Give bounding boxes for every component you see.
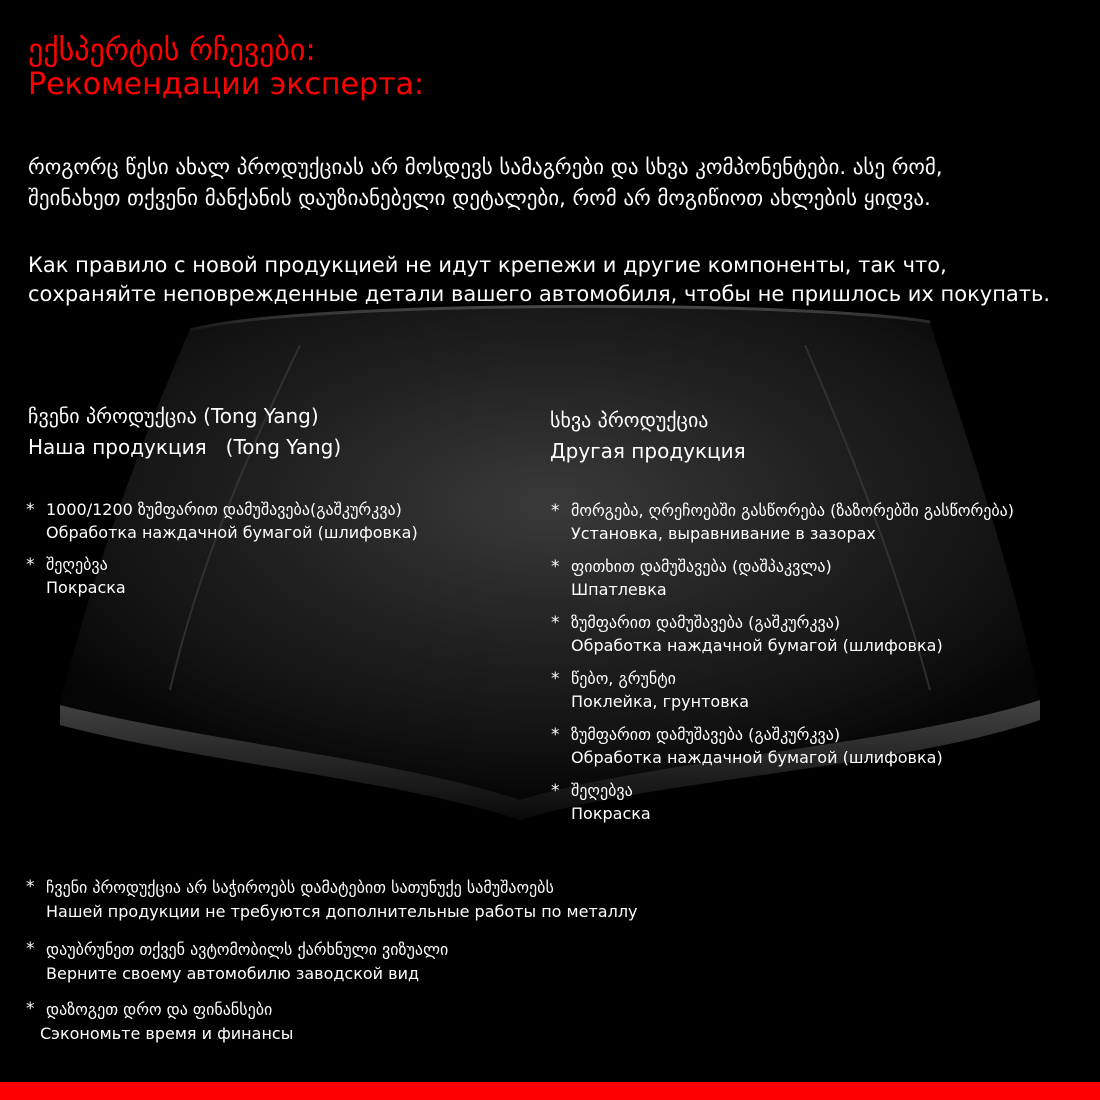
step-ru: Установка, выравнивание в зазорах	[571, 524, 876, 543]
list-item	[26, 876, 638, 938]
bullet-star: *	[26, 500, 35, 520]
benefit-ru: Сэкономьте время и финансы	[40, 1024, 294, 1043]
our-product-heading	[28, 401, 341, 463]
list-item	[551, 667, 1014, 722]
bullet-star: *	[551, 669, 560, 689]
our-product-heading-ru: Наша продукция (Tong Yang)	[28, 435, 342, 459]
step-ru: Обработка наждачной бумагой (шлифовка)	[571, 748, 943, 767]
step-ru: Обработка наждачной бумагой (шлифовка)	[571, 636, 943, 655]
bullet-star: *	[551, 781, 560, 801]
list-item	[551, 779, 1014, 834]
other-product-heading-ru: Другая продукция	[550, 439, 746, 463]
benefit-ge: დაუბრუნეთ თქვენ ავტომობილს ქარხნული ვიზუალი	[46, 940, 449, 959]
list-item	[551, 555, 1014, 610]
other-product-heading	[550, 405, 746, 467]
benefits-list	[26, 876, 638, 1060]
step-ge: ფითხით დამუშავება (დაშპაკვლა)	[571, 557, 832, 576]
step-ge: შეღებვა	[571, 781, 633, 800]
bullet-star: *	[551, 725, 560, 745]
step-ru: Шпатлевка	[571, 580, 667, 599]
our-product-steps	[26, 498, 418, 608]
step-ge: 1000/1200 ზუმფარით დამუშავება(გაშკურკვა)	[46, 500, 402, 519]
step-ge: წებო, გრუნტი	[571, 669, 676, 688]
title-russian: Рекомендации эксперта:	[28, 67, 424, 102]
bullet-star: *	[551, 613, 560, 633]
bullet-star: *	[26, 939, 35, 959]
bullet-star: *	[26, 999, 35, 1019]
other-product-heading-ge: სხვა პროდუქცია	[550, 408, 709, 432]
list-item	[26, 553, 418, 608]
step-ge: მორგება, ღრეჩოებში გასწორება (ზაზორებში გასწორება)	[571, 501, 1014, 520]
step-ru: Поклейка, грунтовка	[571, 692, 750, 711]
list-item	[26, 998, 638, 1060]
benefit-ru: Нашей продукции не требуются дополнительные работы по металлу	[46, 902, 638, 921]
bullet-star: *	[26, 555, 35, 575]
list-item	[26, 498, 418, 553]
bullet-star: *	[551, 501, 560, 521]
step-ge: ზუმფარით დამუშავება (გაშკურკვა)	[571, 725, 841, 744]
step-ru: Покраска	[46, 578, 126, 597]
bullet-star: *	[551, 557, 560, 577]
bullet-star: *	[26, 877, 35, 897]
intro-russian: Как правило с новой продукцией не идут крепежи и другие компоненты, так что, сохраняйте неповрежденные детали вашего автомобиля, чтобы не пришлось их покупать.	[28, 253, 1051, 306]
our-product-heading-ge: ჩვენი პროდუქცია (Tong Yang)	[28, 404, 319, 428]
list-item	[26, 938, 638, 998]
list-item	[551, 499, 1014, 554]
step-ge: ზუმფარით დამუშავება (გაშკურკვა)	[571, 613, 841, 632]
step-ge: შეღებვა	[46, 555, 108, 574]
benefit-ru: Верните своему автомобилю заводской вид	[46, 964, 420, 983]
benefit-ge: დაზოგეთ დრო და ფინანსები	[46, 1000, 273, 1019]
list-item	[551, 723, 1014, 778]
step-ru: Покраска	[571, 804, 651, 823]
intro-georgian: როგორც წესი ახალ პროდუქციას არ მოსდევს სამაგრები და სხვა კომპონენტები. ასე რომ, შეინახეთ თქვენი მანქანის დაუზიანებელი დეტალები, რომ არ მოგიწიოთ ახლების ყიდვა.	[28, 155, 943, 210]
benefit-ge: ჩვენი პროდუქცია არ საჭიროებს დამატებით სათუნუქე სამუშაოებს	[46, 878, 554, 897]
step-ru: Обработка наждачной бумагой (шлифовка)	[46, 523, 418, 542]
title-georgian: ექსპერტის რჩევები:	[28, 33, 316, 68]
list-item	[551, 611, 1014, 666]
bottom-accent-bar	[0, 1082, 1100, 1100]
other-product-steps	[551, 498, 1014, 834]
